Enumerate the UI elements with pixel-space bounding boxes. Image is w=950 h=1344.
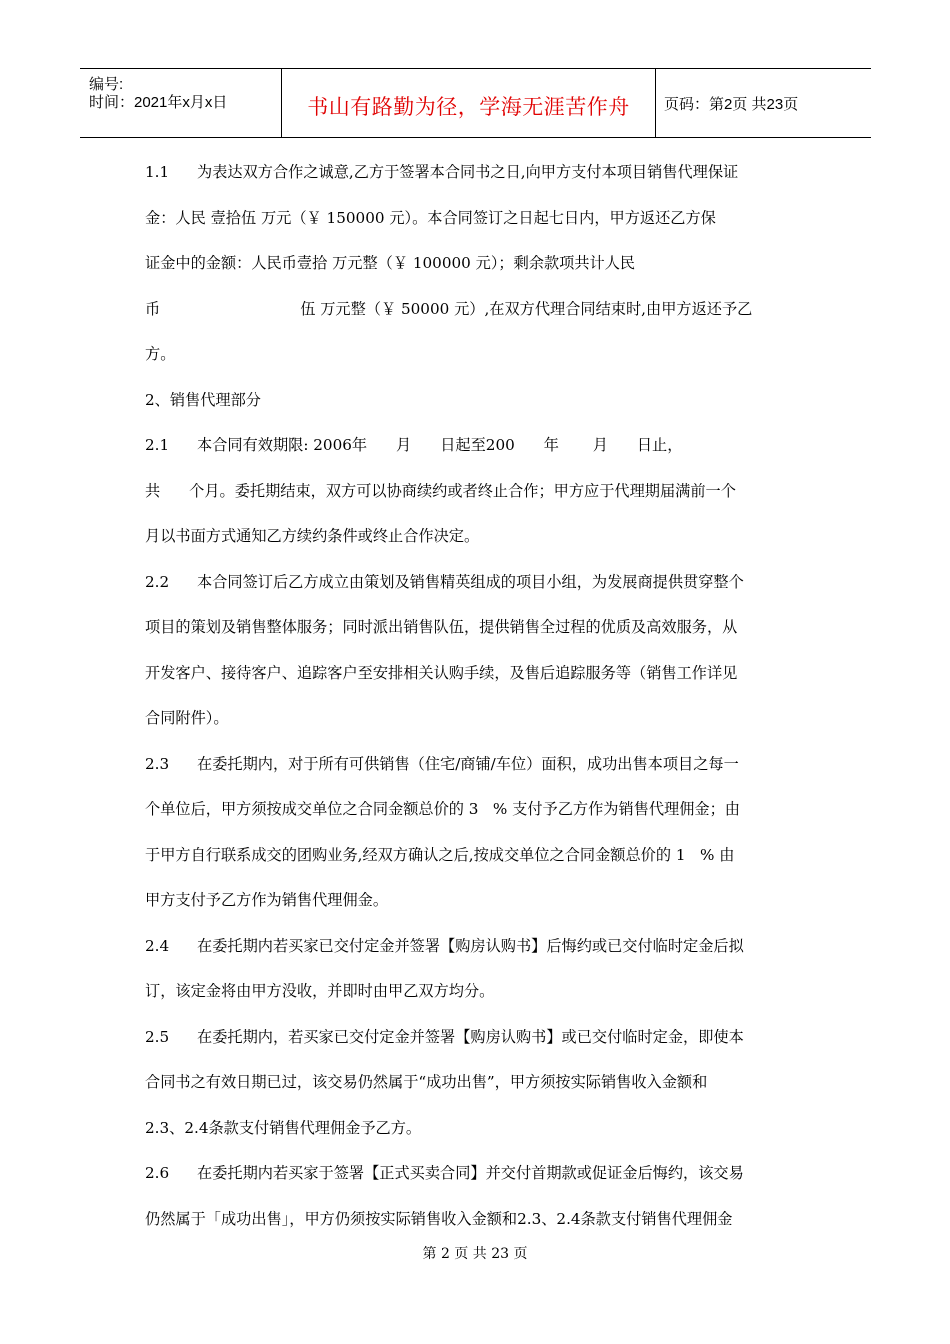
clause-text-line: 个单位后，甲方须按成交单位之合同金额总价的 3 % 支付予乙方作为销售代理佣金；由 (145, 800, 740, 818)
clause-number: 2.3 (145, 754, 170, 773)
clause-2-3 (145, 742, 807, 788)
clause-text: 伍 万元整（￥ 50000 元）,在双方代理合同结束时,由甲方返还予乙 (300, 299, 753, 318)
clause-text-line: 月以书面方式通知乙方续约条件或终止合作决定。 (145, 527, 480, 545)
clause-text: 为表达双方合作之诚意,乙方于签署本合同书之日,向甲方支付本项目销售代理保证 (197, 163, 739, 181)
serial-label: 编号: (89, 76, 124, 93)
header-motto: 书山有路勤为径，学海无涯苦作舟 (307, 95, 630, 119)
clause-text: 在委托期内若买家已交付定金并签署【购房认购书】后悔约或已交付临时定金后拟 (197, 936, 744, 955)
clause-text: 本合同签订后乙方成立由策划及销售精英组成的项目小组，为发展商提供贯穿整个 (197, 572, 744, 591)
clause-text-line: 方。 (145, 345, 176, 363)
page-header (80, 68, 871, 138)
clause-text: 在委托期内若买家于签署【正式买卖合同】并交付首期款或促证金后悔约，该交易 (197, 1164, 744, 1182)
document-body (145, 150, 807, 1242)
clause-number: 2.5 (145, 1027, 170, 1046)
clause-2-6 (145, 1151, 807, 1197)
clause-text: 在委托期内，对于所有可供销售（住宅/商铺/车位）面积，成功出售本项目之每一 (197, 754, 739, 773)
header-page-number: 页码：第2页 共23页 (664, 96, 799, 113)
clause-2-5 (145, 1015, 807, 1061)
header-meta-cell (80, 69, 282, 137)
clause-text-line: 开发客户、接待客户、追踪客户至安排相关认购手续，及售后追踪服务等（销售工作详见 (145, 663, 738, 682)
clause-text-line: 合同书之有效日期已过，该交易仍然属于“成功出售”，甲方须按实际销售收入金额和 (145, 1073, 708, 1091)
clause-text-line: 于甲方自行联系成交的团购业务,经双方确认之后,按成交单位之合同金额总价的 1 % 由 (145, 845, 735, 864)
clause-number: 2.1 (145, 436, 170, 454)
clause-text-line (145, 287, 807, 333)
clause-2-4 (145, 924, 807, 970)
time-label: 时间：2021年x月x日 (89, 94, 228, 111)
clause-text: 币 (145, 299, 161, 318)
clause-text-line: 合同附件）。 (145, 709, 229, 727)
clause-text-line: 2.3、2.4条款支付销售代理佣金予乙方。 (145, 1118, 422, 1137)
clause-2-1 (145, 423, 807, 469)
page-footer: 第 2 页 共 23 页 (422, 1246, 528, 1262)
clause-text-line: 共 个月。委托期结束，双方可以协商续约或者终止合作；甲方应于代理期届满前一个 (145, 481, 736, 500)
clause-number: 2.4 (145, 936, 170, 955)
clause-text-line: 仍然属于「成功出售」，甲方仍须按实际销售收入金额和2.3、2.4条款支付销售代理佣金 (145, 1209, 733, 1228)
clause-number: 1.1 (145, 163, 170, 181)
clause-text: 本合同有效期限: 2006年 月 日起至200 年 月 日止， (197, 436, 683, 454)
clause-text-line: 项目的策划及销售整体服务；同时派出销售队伍，提供销售全过程的优质及高效服务，从 (145, 618, 738, 636)
header-motto-cell (282, 69, 656, 137)
clause-1-1 (145, 150, 807, 196)
clause-text-line: 甲方支付予乙方作为销售代理佣金。 (145, 891, 388, 909)
clause-text: 在委托期内，若买家已交付定金并签署【购房认购书】或已交付临时定金，即使本 (197, 1027, 744, 1046)
clause-number: 2.2 (145, 572, 170, 591)
clause-2-2 (145, 560, 807, 606)
clause-text-line: 证金中的金额：人民币壹拾 万元整（￥ 100000 元）；剩余款项共计人民 (145, 254, 636, 272)
header-page-cell (656, 69, 871, 137)
section-2-title: 2、销售代理部分 (145, 390, 261, 409)
clause-text-line: 金：人民 壹拾伍 万元（￥ 150000 元）。本合同签订之日起七日内，甲方返还乙方保 (145, 208, 716, 227)
clause-text-line: 订，该定金将由甲方没收，并即时由甲乙双方均分。 (145, 982, 495, 1000)
clause-number: 2.6 (145, 1164, 170, 1182)
